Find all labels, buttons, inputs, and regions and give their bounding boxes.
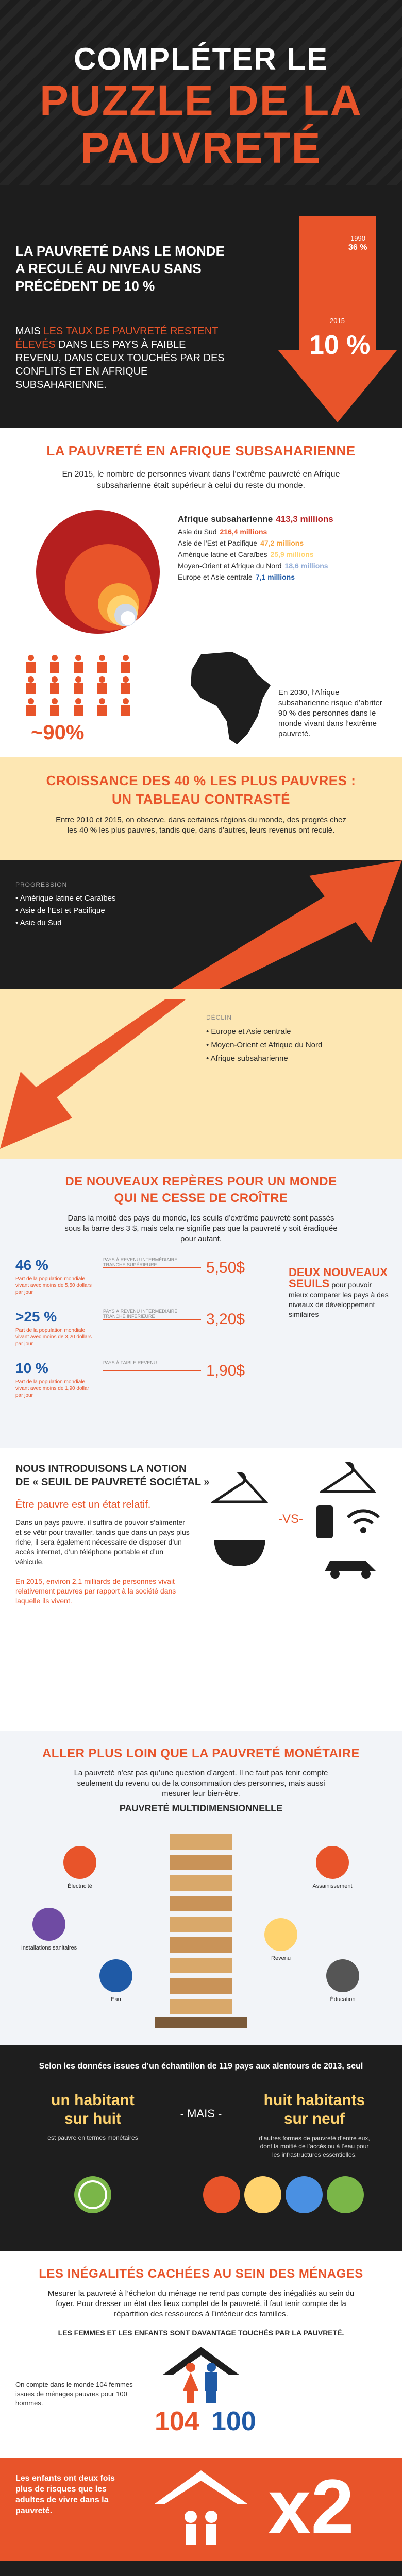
growth-down-item: • Afrique subsaharienne: [206, 1054, 288, 1063]
lines-rows: [15, 1257, 253, 1412]
person-icon: [92, 698, 112, 716]
growth-arrow-down: [0, 999, 186, 1149]
hanger-icon: [211, 1468, 268, 1510]
social-section: [0, 1448, 402, 1731]
multi-icon-label: Éducation: [330, 1996, 356, 2003]
ssa-title: LA PAUVRETÉ EN AFRIQUE SUBSAHARIENNE: [46, 443, 356, 459]
multi-icon-label: Assainissement: [312, 1883, 353, 1889]
ssa-legend-label: Afrique subsaharienne: [178, 514, 273, 524]
growth-up-list: [15, 892, 170, 929]
lines-row-desc: Part de la population mondiale vivant avec moins de 1,90 dollar par jour: [15, 1379, 89, 1398]
hero-pct-1990: 36 %: [348, 243, 367, 252]
growth-down-item: • Moyen-Orient et Afrique du Nord: [206, 1041, 323, 1049]
coin-icon: [72, 2174, 113, 2215]
growth-title-2: UN TABLEAU CONTRASTÉ: [111, 791, 291, 807]
multi-section: [0, 1731, 402, 2251]
lines-row: [15, 1257, 253, 1309]
ssa-legend-row: [178, 562, 394, 570]
multi-icon-label: Électricité: [68, 1883, 92, 1889]
person-icon: [44, 654, 65, 673]
social-vs: -VS-: [278, 1512, 303, 1526]
ssa-legend-label: Europe et Asie centrale: [178, 573, 253, 581]
multi-icon-wrap: [21, 1906, 77, 1951]
person-icon: [21, 654, 41, 673]
lines-row-line: [103, 1370, 201, 1371]
ssa-legend-label: Moyen-Orient et Afrique du Nord: [178, 562, 282, 570]
closing-section: [0, 2561, 402, 2576]
multi-left-big1: un habitant: [51, 2092, 135, 2109]
multi-title: ALLER PLUS LOIN QUE LA PAUVRETÉ MONÉTAIRE: [42, 1747, 360, 1760]
growth-up-item: • Amérique latine et Caraïbes: [15, 894, 116, 903]
multi-subtitle: PAUVRETÉ MULTIDIMENSIONNELLE: [119, 1803, 283, 1814]
multi-dimension-icon: [31, 1906, 67, 1942]
person-icon: [92, 676, 112, 694]
circle-europe: [121, 611, 135, 625]
ssa-legend-value: 216,4 millions: [220, 528, 267, 536]
multi-mais: - MAIS -: [180, 2107, 222, 2120]
hero-sub-suffix: DANS LES PAYS À FAIBLE REVENU, DANS CEUX TOUCHÉS PAR DES CONFLITS ET EN AFRIQUE SUBSAHARIENNE.: [15, 339, 225, 391]
multi-icon-wrap: [304, 1844, 361, 1889]
growth-up-item: • Asie de l’Est et Pacifique: [15, 906, 105, 915]
hero-sub: [15, 325, 227, 392]
arrow-down-shape: [0, 999, 186, 1149]
household-kids-text: Les enfants ont deux fois plus de risques que les adultes de vivre dans la pauvreté.: [15, 2474, 115, 2515]
growth-up-label: PROGRESSION: [15, 881, 68, 888]
hero-sub-prefix: MAIS: [15, 326, 44, 337]
multi-dimension-icon: [263, 1917, 299, 1953]
lines-right-text: [289, 1267, 392, 1319]
person-icon: [68, 698, 89, 716]
lines-row-tag: PAYS À REVENU INTERMÉDIAIRE, TRANCHE SUPÉRIEURE: [103, 1257, 179, 1267]
lines-row-pct: >25 %: [15, 1309, 57, 1325]
lines-row-pct: 46 %: [15, 1257, 48, 1273]
lines-row-pct: 10 %: [15, 1360, 48, 1376]
lines-row: [15, 1309, 253, 1360]
ssa-map-text: En 2030, l’Afrique subsaharienne risque d’abriter 90 % des personnes dans le monde vivant dans l’extrême pauvreté.: [278, 688, 382, 738]
lines-row-line: [103, 1319, 201, 1320]
phone-icon: [314, 1504, 335, 1540]
multi-right-small: d’autres formes de pauvreté d’entre eux, dont la moitié de l’accès ou à l’eau pour les infrastructures essentielles.: [259, 2134, 370, 2158]
ssa-legend-row: [178, 539, 394, 547]
ssa-section: [0, 428, 402, 757]
lines-row-desc: Part de la population mondiale vivant avec moins de 5,50 dollars par jour: [15, 1276, 92, 1295]
ssa-people-grid: [21, 654, 155, 716]
multi-icon-wrap: [253, 1917, 309, 1961]
household-x2: x2: [268, 2463, 354, 2550]
hero-sub-highlight: LES TAUX DE PAUVRETÉ RESTENT ÉLEVÉS: [15, 326, 219, 350]
ssa-legend-value: 47,2 millions: [260, 539, 304, 547]
household-body: Mesurer la pauvreté à l’échelon du ménage ne rend pas compte des inégalités au sein du foyer. Pour dresser un état des lieux complet de la pauvreté, il faut tenir compte de la répartition des ressources à l’intérieur des familles.: [47, 2289, 355, 2318]
ssa-legend-value: 413,3 millions: [276, 514, 333, 524]
jenga-tower: [155, 1829, 247, 2030]
household-men: 100: [211, 2406, 256, 2436]
multi-right-big2: sur neuf: [283, 2110, 345, 2127]
hero-title-line2: PUZZLE DE LA: [40, 76, 362, 125]
ssa-big-stat: ~90%: [31, 721, 85, 744]
people-icons: [21, 654, 155, 716]
person-icon: [115, 698, 136, 716]
multi-icon-wrap: [52, 1844, 108, 1889]
man-icon: [204, 2362, 219, 2403]
lines-section: [0, 1159, 402, 1448]
person-icon: [44, 676, 65, 694]
social-title-1: NOUS INTRODUISONS LA NOTION: [15, 1463, 187, 1475]
social-tagline: Être pauvre est un état relatif.: [15, 1499, 151, 1511]
lines-title-2: QUI NE CESSE DE CROÎTRE: [114, 1191, 288, 1205]
ssa-intro: En 2015, le nombre de personnes vivant dans l’extrême pauvreté en Afrique subsaharienne était supérieur à celui du reste du monde.: [62, 470, 340, 490]
growth-down-list: [206, 1025, 381, 1065]
hero-year-1990: 1990: [350, 234, 365, 242]
multi-dimension-icon: [314, 1844, 350, 1880]
household-house: [160, 2344, 242, 2401]
household-women: 104: [155, 2406, 199, 2436]
multi-body: La pauvreté n’est pas qu’une question d’argent. Il ne faut pas tenir compte seulement du revenu ou de la consommation des personnes, mais aussi mesurer leur bien-être.: [74, 1769, 328, 1798]
household-note: On compte dans le monde 104 femmes issues de ménages pauvres pour 100 hommes.: [15, 2381, 133, 2407]
person-icon: [92, 654, 112, 673]
hero-title-line1: COMPLÉTER LE: [73, 42, 328, 76]
hero-year-2015: 2015: [330, 317, 345, 325]
ssa-circles: [31, 505, 165, 639]
social-body: Dans un pays pauvre, il suffira de pouvoir s’alimenter et se vêtir pour travailler, tandis que dans un pays plus riche, il sera également nécessaire de disposer d’un accès internet, d’un téléphone portable et d’un véhicule.: [15, 1518, 190, 1566]
ssa-legend-label: Asie du Sud: [178, 528, 217, 536]
lines-row-line: [103, 1267, 201, 1268]
growth-section: [0, 757, 402, 1159]
multi-right-big1: huit habitants: [263, 2092, 365, 2109]
hero-title-line3: PAUVRETÉ: [80, 124, 322, 172]
africa-map: [186, 649, 273, 747]
lines-row-tag: PAYS À FAIBLE REVENU: [103, 1360, 157, 1365]
lines-body: Dans la moitié des pays du monde, les seuils d’extrême pauvreté sont passés sous la barre des 3 $, mais cela ne signifie pas que la pauvreté y soit éradiquée pour autant.: [64, 1214, 338, 1243]
multi-icon-wrap: [314, 1958, 371, 2003]
woman-icon: [183, 2362, 198, 2403]
ssa-legend-row: [178, 573, 394, 581]
person-icon: [115, 676, 136, 694]
multi-left-big2: sur huit: [64, 2110, 121, 2127]
car-icon: [320, 1551, 381, 1582]
person-icon: [68, 654, 89, 673]
growth-up-item: • Asie du Sud: [15, 919, 62, 927]
hero-title: [0, 41, 402, 172]
household-section: [0, 2251, 402, 2561]
hero-headline: LA PAUVRETÉ DANS LE MONDE A RECULÉ AU NIVEAU SANS PRÉCÉDENT DE 10 %: [15, 243, 225, 294]
person-icon: [44, 698, 65, 716]
household-title: LES INÉGALITÉS CACHÉES AU SEIN DES MÉNAGES: [39, 2267, 363, 2281]
ssa-legend-row: [178, 528, 394, 536]
growth-title-1: CROISSANCE DES 40 % LES PLUS PAUVRES :: [46, 773, 356, 788]
lines-row: [15, 1360, 253, 1412]
multi-icon-label: Eau: [111, 1996, 121, 2003]
person-icon: [21, 698, 41, 716]
pie-icons: [201, 2174, 387, 2215]
africa-shape: [191, 652, 271, 744]
person-icon: [115, 654, 136, 673]
lines-right-prefix: DEUX NOUVEAUX: [289, 1266, 388, 1279]
ssa-legend-value: 7,1 millions: [255, 573, 295, 581]
hero-section: [0, 0, 402, 428]
lines-row-desc: Part de la population mondiale vivant avec moins de 3,20 dollars par jour: [15, 1328, 92, 1347]
hero-pct-2015: 10 %: [309, 330, 371, 360]
person-icon: [68, 676, 89, 694]
ssa-legend-label: Amérique latine et Caraïbes: [178, 550, 267, 558]
growth-body: Entre 2010 et 2015, on observe, dans certaines régions du monde, des progrès chez les 40 % les plus pauvres, tandis que, dans d’autres, leurs revenus ont reculé.: [56, 816, 346, 835]
hanger-right-icon: [320, 1458, 376, 1499]
ssa-legend-row: [178, 514, 394, 524]
multi-dimension-icon: [62, 1844, 98, 1880]
lines-row-value: 5,50$: [206, 1259, 245, 1276]
ssa-legend-label: Asie de l’Est et Pacifique: [178, 539, 258, 547]
growth-down-label: DÉCLIN: [206, 1014, 232, 1021]
multi-icon-wrap: [88, 1958, 144, 2003]
bowl-icon: [211, 1530, 268, 1571]
lines-title-1: DE NOUVEAUX REPÈRES POUR UN MONDE: [65, 1175, 337, 1189]
lines-row-value: 3,20$: [206, 1311, 245, 1328]
multi-left-small: est pauvre en termes monétaires: [47, 2134, 138, 2141]
ssa-legend: [178, 514, 394, 584]
lines-row-value: 1,90$: [206, 1362, 245, 1379]
multi-dimension-icon: [325, 1958, 361, 1994]
ssa-legend-value: 18,6 millions: [284, 562, 328, 570]
ssa-legend-row: [178, 550, 394, 558]
household-subtitle: LES FEMMES ET LES ENFANTS SONT DAVANTAGE TOUCHÉS PAR LA PAUVRETÉ.: [58, 2329, 344, 2337]
lines-row-tag: PAYS À REVENU INTERMÉDIAIRE, TRANCHE INFÉRIEURE: [103, 1309, 179, 1319]
lines-right-suffix: pour pouvoir mieux comparer les pays à des niveaux de développement similaires: [289, 1281, 389, 1318]
social-title-2: DE « SEUIL DE PAUVRETÉ SOCIÉTAL »: [15, 1477, 210, 1488]
person-icon: [21, 676, 41, 694]
social-stat: En 2015, environ 2,1 milliards de personnes vivait relativement pauvres par rapport à la société dans laquelle ils vivent.: [15, 1577, 176, 1605]
multi-icon-label: Installations sanitaires: [21, 1945, 77, 1951]
kids-icon: [149, 2468, 253, 2550]
lines-right-highlight: SEUILS: [289, 1277, 330, 1290]
wifi-icon: [345, 1504, 381, 1535]
multi-stat-title: Selon les données issues d’un échantillon de 119 pays aux alentours de 2013, seul: [39, 2062, 363, 2071]
growth-down-item: • Europe et Asie centrale: [206, 1027, 291, 1036]
ssa-legend-value: 25,9 millions: [270, 550, 314, 558]
multi-icon-label: Revenu: [271, 1955, 291, 1961]
multi-dimension-icon: [98, 1958, 134, 1994]
